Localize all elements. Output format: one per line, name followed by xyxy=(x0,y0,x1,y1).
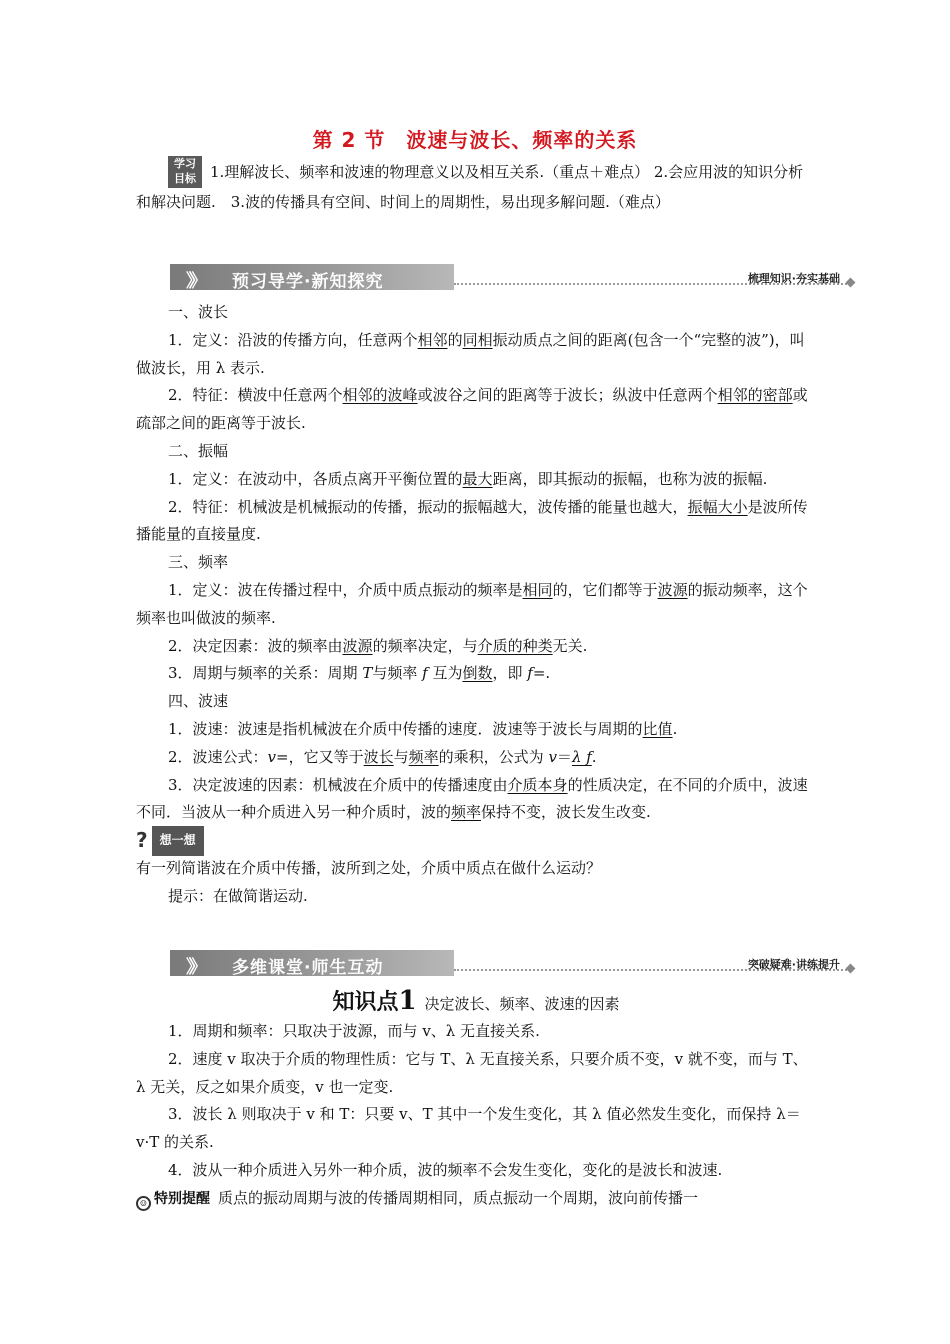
banner-label: 多维课堂·师生互动 xyxy=(232,958,384,978)
key-term: 相邻的波峰 xyxy=(342,386,418,405)
paragraph xyxy=(136,494,816,550)
text: . xyxy=(672,719,678,738)
text: 的，它们都等于 xyxy=(552,580,658,599)
key-term: 振幅大小 xyxy=(687,497,748,516)
section-heading: 二、振幅 xyxy=(168,441,229,460)
smiley-icon: ☺ xyxy=(136,1196,151,1211)
paragraph xyxy=(136,716,816,744)
paragraph xyxy=(136,744,816,772)
section-heading: 一、波长 xyxy=(168,303,229,321)
text: 2．波速公式： xyxy=(168,747,268,766)
knowledge-point xyxy=(136,984,816,1214)
key-term: 同相 xyxy=(462,330,493,349)
key-term: 最大 xyxy=(462,469,493,488)
key-term: 介质本身 xyxy=(507,775,568,794)
text: 1．定义：在波动中，各质点离开平衡位置的 xyxy=(168,469,463,488)
key-term: 相邻 xyxy=(417,330,448,349)
text: 距离，即其振动的振幅，也称为波的振幅. xyxy=(492,469,768,488)
text: 是波所传播能量的直接量度. xyxy=(136,497,808,544)
paragraph: 2．速度 v 取决于介质的物理性质：它与 T、λ 无直接关系，只要介质不变，v 就不变，而与 T、λ 无关，反之如果介质变，v 也一定变. xyxy=(136,1049,808,1096)
paragraph xyxy=(136,382,816,438)
text: 与 xyxy=(393,747,409,766)
text: =，它又等于 xyxy=(276,747,364,766)
text: 3．周期与频率的关系：周期 xyxy=(168,664,363,683)
key-term: 介质的种类 xyxy=(477,636,553,655)
text: 振动质点之间的距离(包含一个“完整的波”)，叫做波长，用 λ 表示. xyxy=(136,330,805,377)
kp-subtitle: 决定波长、频率、波速的因素 xyxy=(424,995,620,1013)
paragraph xyxy=(136,327,816,383)
paragraph: 3．波长 λ 则取决于 v 和 T：只要 v、T 其中一个发生变化，其 λ 值必然发生变化，而保持 λ＝v·T 的关系. xyxy=(136,1105,801,1152)
chevron-icon: 》》 xyxy=(186,957,201,978)
banner-bar xyxy=(170,950,454,976)
goal-badge-line2: 目标 xyxy=(174,172,196,185)
symbol: T xyxy=(362,664,373,683)
text: 3．决定波速的因素：机械波在介质中的传播速度由 xyxy=(168,775,508,794)
banner-right-label: 梳理知识·夯实基础 xyxy=(747,272,840,285)
paragraph: 4．波从一种介质进入另外一种介质，波的频率不会发生变化，变化的是波长和波速. xyxy=(168,1160,723,1179)
banner-label: 预习导学·新知探究 xyxy=(232,272,384,292)
symbol: f xyxy=(527,664,533,683)
paragraph xyxy=(136,660,816,688)
text: ，即 xyxy=(492,664,528,683)
paragraph xyxy=(136,577,816,633)
goal-text: 1.理解波长、频率和波速的物理意义以及相互关系.（重点＋难点） 2.会应用波的知识分析和解决问题. 3.波的传播具有空间、时间上的周期性，易出现多解问题.（难点） xyxy=(136,163,804,211)
think-question: 有一列简谐波在介质中传播，波所到之处，介质中质点在做什么运动？ xyxy=(136,859,602,878)
knowledge-point-heading xyxy=(136,984,816,1018)
paragraph: 1．周期和频率：只取决于波源，而与 v、λ 无直接关系. xyxy=(168,1022,540,1040)
text: . xyxy=(591,747,597,766)
section-heading: 四、波速 xyxy=(168,692,229,711)
think-hint: 提示：在做简谐运动. xyxy=(168,886,308,905)
diamond-icon xyxy=(846,278,856,288)
section-heading: 三、频率 xyxy=(168,553,229,572)
kp-number: 1 xyxy=(398,986,417,1016)
key-term: 相邻的密部 xyxy=(717,386,793,405)
key-term: 波长 xyxy=(363,747,394,766)
goal-badge-line1: 学习 xyxy=(174,157,196,170)
text: 保持不变，波长发生改变. xyxy=(481,803,651,822)
key-term: λ f xyxy=(571,747,592,766)
chevron-icon: 》》 xyxy=(186,271,201,292)
text: 的乘积，公式为 xyxy=(438,747,549,766)
learning-goals xyxy=(136,158,816,216)
text: ＝ xyxy=(556,747,572,766)
paragraph xyxy=(136,633,816,661)
text: 2．特征：横波中任意两个 xyxy=(168,386,343,405)
banner-bar xyxy=(170,264,454,290)
key-term: 频率 xyxy=(451,803,482,822)
symbol: f xyxy=(422,664,428,683)
text: 与频率 xyxy=(372,664,423,683)
text: 1．定义：波在传播过程中，介质中质点振动的频率是 xyxy=(168,580,523,599)
text: 1．定义：沿波的传播方向，任意两个 xyxy=(168,330,418,349)
goal-badge xyxy=(168,156,202,188)
key-term: 相同 xyxy=(522,580,553,599)
text: 2．决定因素：波的频率由 xyxy=(168,636,343,655)
kp-label xyxy=(332,986,417,1016)
text: 1．波速：波速是指机械波在介质中传播的速度．波速等于波长与周期的 xyxy=(168,719,643,738)
note-label: 特别提醒 xyxy=(154,1190,210,1207)
text: 的频率决定，与 xyxy=(372,636,478,655)
think-box-header xyxy=(136,827,816,855)
kp-label-text: 知识点 xyxy=(332,990,399,1015)
note-text: 质点的振动周期与波的传播周期相同，质点振动一个周期，波向前传播一 xyxy=(218,1188,699,1207)
preview-content xyxy=(136,299,816,911)
key-term: 波源 xyxy=(657,580,688,599)
text: 或波谷之间的距离等于波长；纵波中任意两个 xyxy=(417,386,718,405)
text: 的振动频率，这个频率也叫做波的频率. xyxy=(136,580,808,627)
text: 或疏部之间的距离等于波长. xyxy=(136,386,808,433)
text: 2．特征：机械波是机械振动的传播，振动的振幅越大，波传播的能量也越大， xyxy=(168,497,688,516)
paragraph xyxy=(136,466,816,494)
think-badge: 想一想 xyxy=(152,826,204,856)
text: 的 xyxy=(447,330,463,349)
question-icon: ? xyxy=(136,828,148,853)
text: 的性质决定，在不同的介质中，波速不同．当波从一种介质进入另一种介质时，波的 xyxy=(136,775,808,822)
text: 无关. xyxy=(552,636,588,655)
key-term: 频率 xyxy=(408,747,439,766)
section-banner-preview xyxy=(170,264,850,292)
symbol: v xyxy=(267,747,277,766)
page-title: 第 2 节 波速与波长、频率的关系 xyxy=(312,128,638,152)
key-term: 倒数 xyxy=(462,664,493,683)
key-term: 比值 xyxy=(642,719,673,738)
text: =. xyxy=(532,664,551,683)
text: 互为 xyxy=(427,664,463,683)
banner-right-label: 突破疑难·讲练提升 xyxy=(747,958,840,971)
diamond-icon xyxy=(846,964,856,974)
paragraph xyxy=(136,772,816,828)
key-term: 波源 xyxy=(342,636,373,655)
symbol: v xyxy=(548,747,557,766)
section-banner-class xyxy=(170,950,850,978)
special-note xyxy=(136,1185,816,1214)
